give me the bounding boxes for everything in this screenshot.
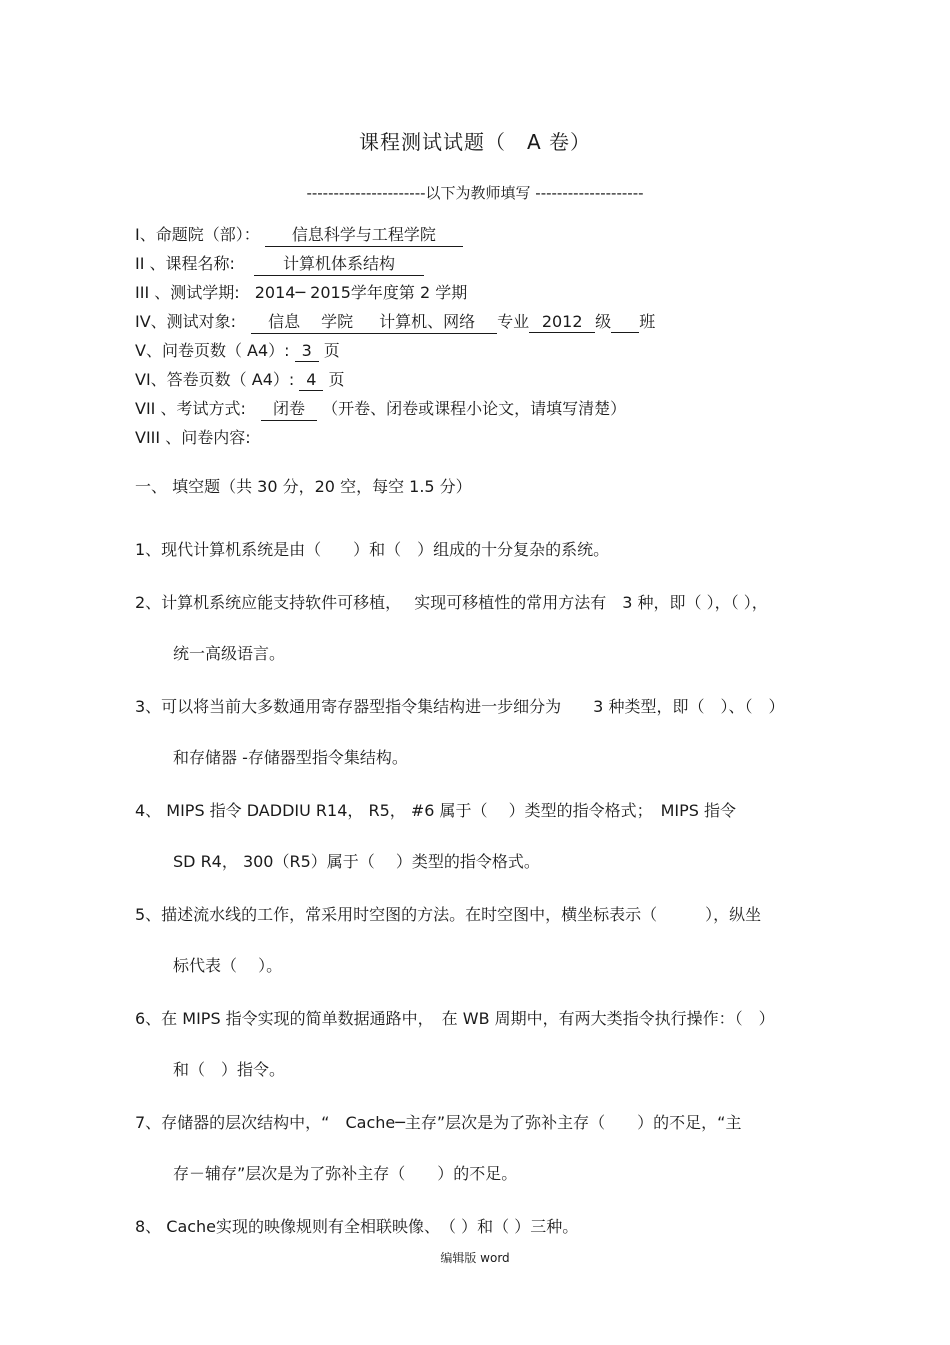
target-class-blank: [611, 312, 639, 333]
question-pages-label: V、问卷页数（ A4）:: [135, 341, 290, 360]
question-8: 8、 Cache实现的映像规则有全相联映像、 （ ）和（ ）三种。: [135, 1217, 579, 1236]
page-title: 课程测试试题（ A 卷）: [358, 130, 592, 154]
meta-content-row: [135, 425, 251, 448]
target-grade: 2012: [529, 312, 595, 333]
question-pages-value: 3: [295, 341, 319, 362]
meta-target-row: [135, 309, 655, 334]
target-grade-suffix: 级: [595, 312, 612, 331]
term-label: III 、测试学期:: [135, 283, 240, 302]
answer-pages-label: VI、答卷页数（ A4）:: [135, 370, 295, 389]
question-3-line-2: 和存储器 -存储器型指令集结构。: [173, 748, 408, 767]
question-4-line-1: 4、 MIPS 指令 DADDIU R14， R5， #6 属于（ ）类型的指令格式； MIPS 指令: [135, 801, 737, 820]
question-6-line-1: 6、在 MIPS 指令实现的简单数据通路中， 在 WB 周期中，有两大类指令执行操作：（ ）: [135, 1009, 775, 1028]
course-value: 计算机体系结构: [254, 251, 424, 276]
college-label: I、命题院（部）：: [135, 225, 260, 244]
meta-exam-mode-row: [135, 396, 626, 421]
target-college-suffix: 学院: [317, 309, 357, 334]
question-7-line-1: 7、存储器的层次结构中，“ Cache─主存”层次是为了弥补主存（ ）的不足，“主: [135, 1113, 742, 1132]
target-major: 计算机、网络: [357, 309, 497, 334]
exam-mode-note: （开卷、闭卷或课程小论文，请填写清楚）: [322, 399, 627, 418]
answer-pages-value: 4: [299, 370, 323, 391]
course-label: II 、课程名称:: [135, 254, 235, 273]
section-fill-in-heading: 一、 填空题（共 30 分，20 空，每空 1.5 分）: [135, 477, 472, 496]
target-label: IV、测试对象:: [135, 312, 237, 331]
teacher-fill-divider: ----------------------以下为教师填写 --------------------: [306, 184, 644, 202]
meta-course-row: [135, 251, 424, 276]
exam-mode-label: VII 、考试方式:: [135, 399, 246, 418]
question-1: 1、现代计算机系统是由（ ）和（ ）组成的十分复杂的系统。: [135, 540, 610, 559]
question-3-line-1: 3、可以将当前大多数通用寄存器型指令集结构进一步细分为 3 种类型，即（ ）、（ ）: [135, 697, 785, 716]
meta-question-pages-row: [135, 338, 340, 362]
question-2-line-1: 2、计算机系统应能支持软件可移植， 实现可移植性的常用方法有 3 种，即（ ），（ ），: [135, 593, 768, 612]
answer-pages-unit: 页: [328, 370, 345, 389]
meta-college-row: [135, 222, 463, 247]
term-value: 2014─ 2015学年度第 2 学期: [254, 283, 468, 302]
college-value: 信息科学与工程学院: [265, 222, 463, 247]
meta-answer-pages-row: [135, 367, 344, 391]
question-5-line-2: 标代表（ ）。: [173, 956, 283, 975]
meta-term-row: [135, 280, 467, 303]
question-4-line-2: SD R4， 300（R5）属于（ ）类型的指令格式。: [173, 852, 540, 871]
question-pages-unit: 页: [323, 341, 340, 360]
question-2-line-2: 统一高级语言。: [173, 644, 286, 663]
target-major-suffix: 专业: [497, 312, 530, 331]
page-footer: 编辑版 word: [440, 1251, 510, 1265]
target-college: 信息: [251, 309, 317, 334]
question-5-line-1: 5、描述流水线的工作，常采用时空图的方法。在时空图中，横坐标表示（ ），纵坐: [135, 905, 762, 924]
exam-mode-value: 闭卷: [261, 396, 317, 421]
content-label: VIII 、问卷内容:: [135, 428, 251, 447]
target-class-suffix: 班: [639, 312, 656, 331]
question-6-line-2: 和（ ）指令。: [173, 1060, 286, 1079]
question-7-line-2: 存－辅存”层次是为了弥补主存（ ）的不足。: [173, 1164, 518, 1183]
